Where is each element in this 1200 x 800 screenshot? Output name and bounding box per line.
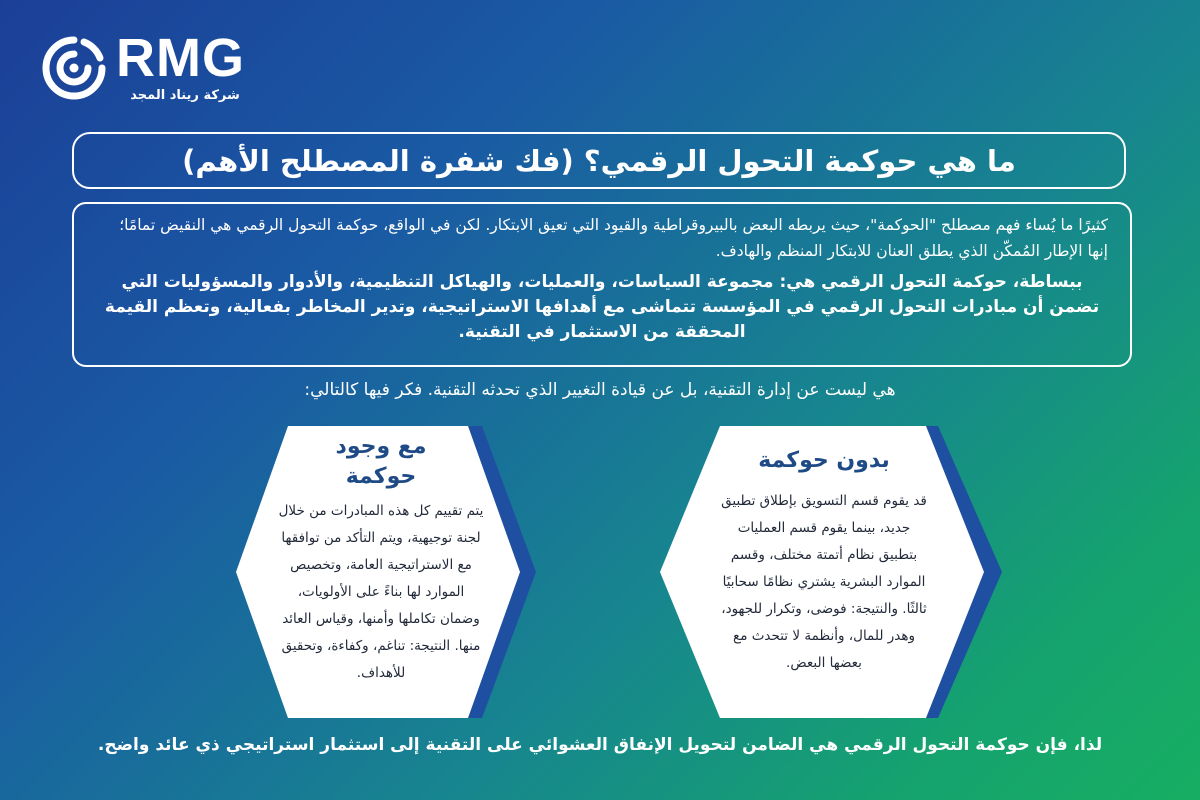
hex-without-governance: [654, 424, 1006, 720]
intro-paragraph-2: ببساطة، حوكمة التحول الرقمي هي: مجموعة السياسات، والعمليات، والهياكل التنظيمية، والأدوار والمسؤوليات التي تضمن أن مبادرات التحول الرقمي في المؤسسة تتماشى مع أهدافها الاستراتيجية، وتدير المخاطر بفعالية، وتعظم القيمة المحققة من الاستثمار في التقنية.: [104, 272, 1100, 342]
hex-with-governance: [218, 424, 538, 720]
lead-text: هي ليست عن إدارة التقنية، بل عن قيادة التغيير الذي تحدثه التقنية. فكر فيها كالتالي:: [304, 380, 896, 400]
title-box: [72, 132, 1126, 189]
rmg-logo-icon: [40, 34, 108, 102]
conclusion-text: لذا، فإن حوكمة التحول الرقمي هي الضامن لتحويل الإنفاق العشوائي على التقنية إلى استثمار استراتيجي ذي عائد واضح.: [97, 735, 1103, 755]
brand-tagline: شركة ريناد المجد: [130, 88, 240, 103]
without-governance-title: بدون حوكمة: [758, 448, 890, 473]
with-governance-body: يتم تقييم كل هذه المبادرات من خلال لجنة توجيهية، ويتم التأكد من توافقها مع الاستراتيجية العامة، وتخصيص الموارد لها بناءً على الأولويات، وضمان تكاملها وأمنها، وقياس العائد منها. النتيجة: تناغم، وكفاءة، وتحقيق للأهداف.: [278, 503, 484, 681]
with-governance-title: مع وجود حوكمة: [335, 434, 427, 489]
brand-name: RMG: [116, 28, 245, 88]
without-governance-body: قد يقوم قسم التسويق بإطلاق تطبيق جديد، بينما يقوم قسم العمليات بتطبيق نظام أتمتة مختلف، وقسم الموارد البشرية يشتري نظامًا سحابيًا ثالثًا. والنتيجة: فوضى، وتكرار للجهود، وهدر للمال، وأنظمة لا تتحدث مع بعضها البعض.: [721, 493, 927, 671]
brand-logo: [40, 30, 270, 105]
page-title: ما هي حوكمة التحول الرقمي؟ (فك شفرة المصطلح الأهم): [182, 143, 1016, 178]
intro-box: [72, 202, 1132, 367]
intro-paragraph-1: كثيرًا ما يُساء فهم مصطلح "الحوكمة"، حيث يربطه البعض بالبيروقراطية والقيود التي تعيق الابتكار. لكن في الواقع، حوكمة التحول الرقمي هي النقيض تمامًا؛ إنها الإطار المُمكّن الذي يطلق العنان للابتكار المنظم والهادف.: [119, 216, 1108, 260]
